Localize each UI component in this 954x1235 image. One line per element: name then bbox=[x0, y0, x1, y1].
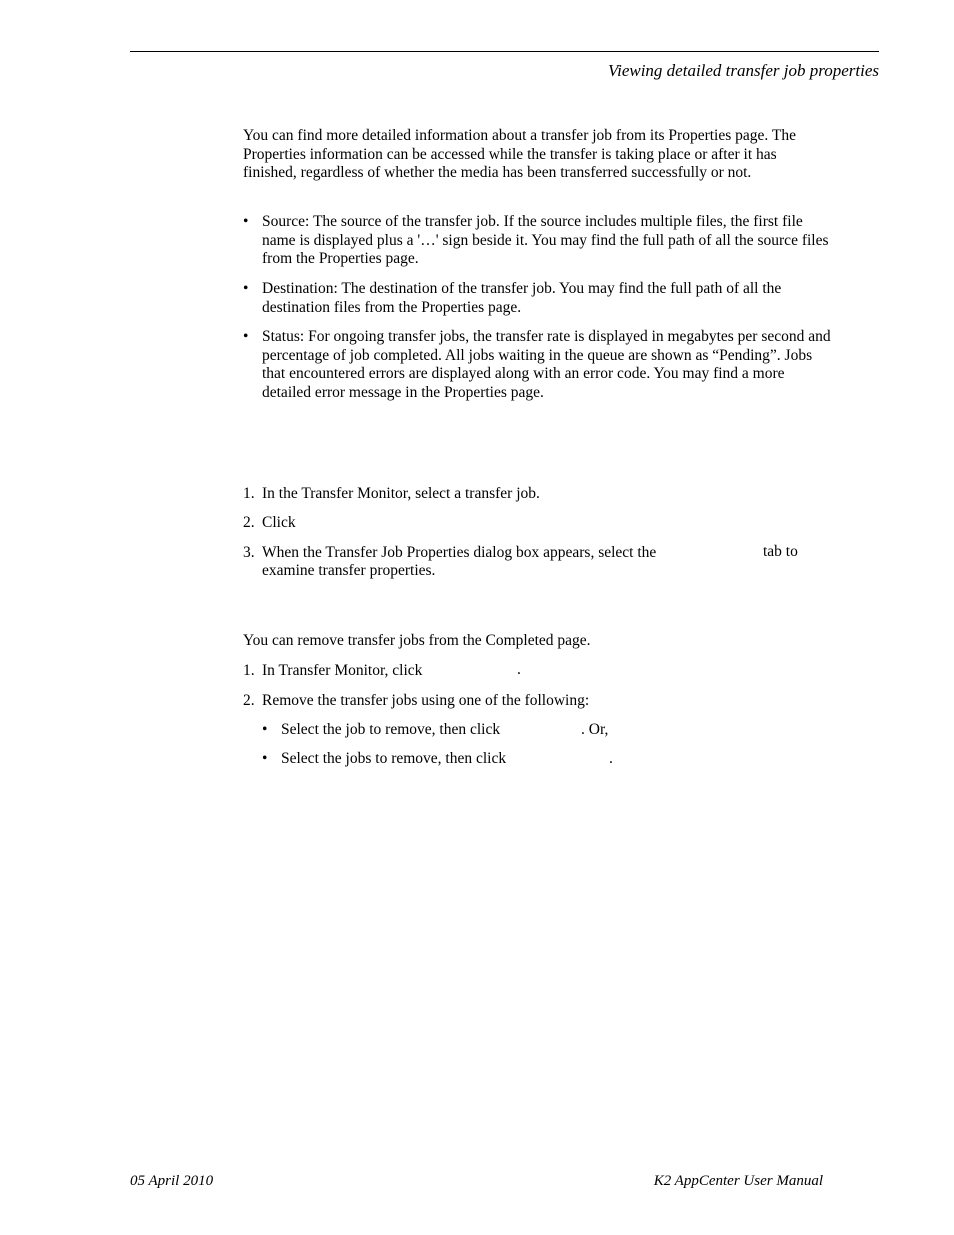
bullet-marker: • bbox=[243, 213, 249, 230]
step-number: 1. bbox=[243, 662, 255, 679]
step-number: 3. bbox=[243, 544, 255, 561]
option-tail: . Or, bbox=[581, 721, 609, 738]
bullet-marker: • bbox=[243, 328, 249, 345]
step-text-continued: examine transfer properties. bbox=[262, 562, 436, 579]
running-header-title: Viewing detailed transfer job properties bbox=[607, 61, 879, 80]
bullet-marker: • bbox=[262, 721, 268, 738]
intro-paragraph: You can find more detailed information about a transfer job from its Properties page. The Properties information can be accessed while the transfer is taking place or after it has finished, regardless of whether the media has been transferred successfully or not. bbox=[243, 127, 796, 181]
bullet-marker: • bbox=[243, 280, 249, 297]
step-number: 1. bbox=[243, 485, 255, 502]
step-text: Remove the transfer jobs using one of the following: bbox=[262, 692, 590, 709]
step-number: 2. bbox=[243, 692, 255, 709]
bullet-text: Source: The source of the transfer job. If the source includes multiple files, the first file name is displayed plus a '…' sign beside it. You may find the full path of all the source files from the Properties page. bbox=[262, 213, 829, 268]
bullet-source bbox=[243, 213, 833, 269]
step-text: Click bbox=[262, 514, 296, 531]
option-text: Select the jobs to remove, then click bbox=[281, 750, 507, 767]
option-tail: . bbox=[609, 750, 613, 767]
header-rule bbox=[130, 51, 879, 52]
footer-manual-title: K2 AppCenter User Manual bbox=[653, 1173, 823, 1189]
step-text: In Transfer Monitor, click bbox=[262, 662, 423, 679]
bullet-status bbox=[243, 328, 833, 404]
bullet-text: Status: For ongoing transfer jobs, the transfer rate is displayed in megabytes per second and percentage of job completed. All jobs waiting in the queue are shown as “Pending”. Jobs that encountered errors are displayed along with an error code. You may find a more detailed error message in the Properties page. bbox=[262, 328, 831, 401]
bullet-text: Destination: The destination of the transfer job. You may find the full path of all the destination files from the Properties page. bbox=[262, 280, 782, 316]
step-text: When the Transfer Job Properties dialog box appears, select the bbox=[262, 544, 657, 561]
step-text: In the Transfer Monitor, select a transfer job. bbox=[262, 485, 540, 502]
bullet-destination bbox=[243, 280, 833, 318]
step-period: . bbox=[517, 661, 521, 678]
bullet-marker: • bbox=[262, 750, 268, 767]
footer-date: 05 April 2010 bbox=[130, 1173, 214, 1189]
option-text: Select the job to remove, then click bbox=[281, 721, 501, 738]
step-number: 2. bbox=[243, 514, 255, 531]
step-text-tail: tab to bbox=[763, 543, 798, 560]
remove-intro: You can remove transfer jobs from the Completed page. bbox=[243, 632, 591, 649]
